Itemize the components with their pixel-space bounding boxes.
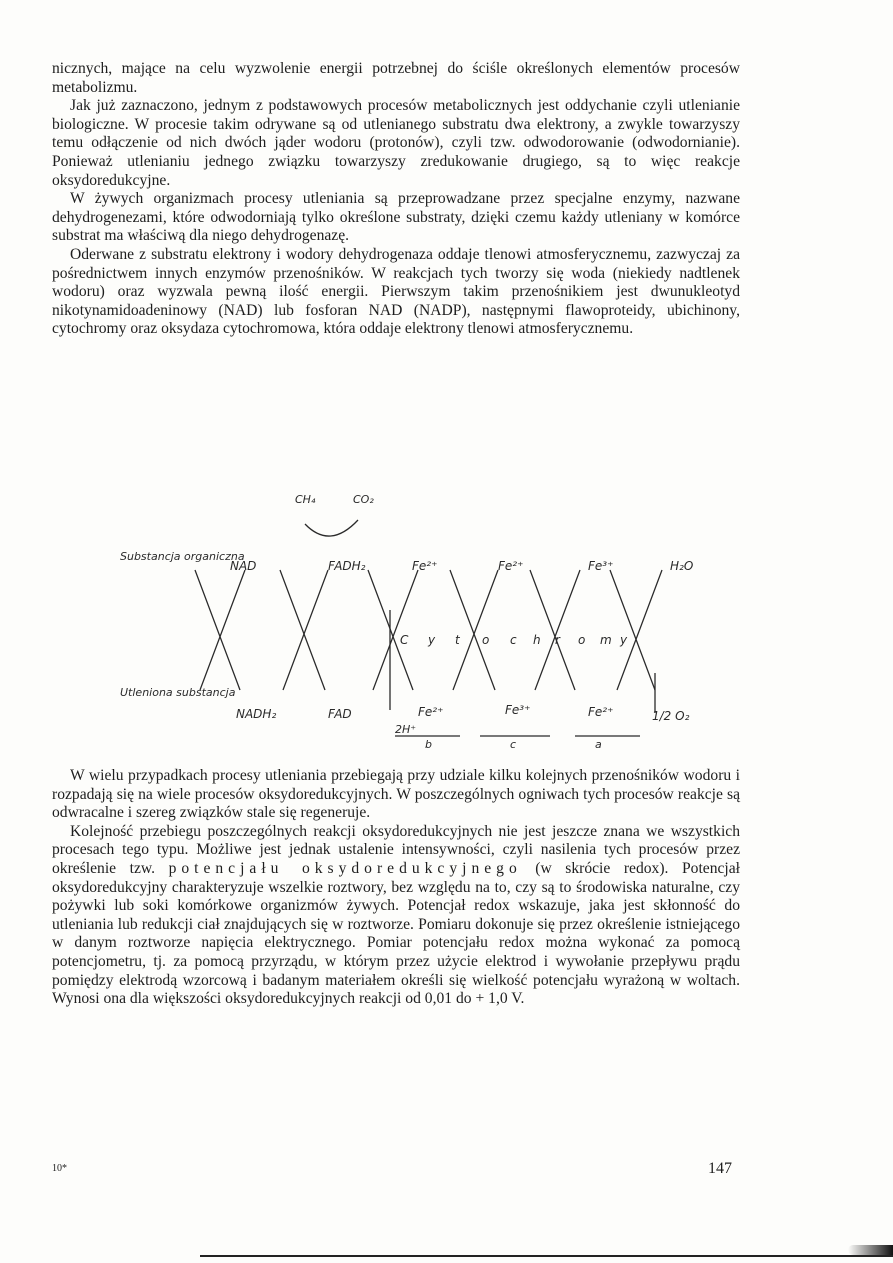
bottom-labels: [120, 686, 690, 751]
text-block-bottom: [52, 767, 740, 1009]
bottom-label: Fe³⁺: [505, 703, 531, 717]
top-label: NAD: [230, 559, 257, 573]
paragraph: [52, 823, 740, 1009]
text-block-top: [52, 60, 740, 339]
bottom-label: Fe²⁺: [418, 705, 444, 719]
page-number: 147: [708, 1160, 732, 1177]
bottom-label-substance: Utleniona substancja: [120, 686, 236, 699]
letter: t: [455, 633, 460, 647]
paragraph: W żywych organizmach procesy utleniania są przeprowadzane przez specjalne enzymy, nazwane dehydrogenezami, które odwodorniają tylko określone substraty, dzięki czemu każdy utleniany w komórce substrat ma właściwą dla niego dehydrogenazę.: [52, 190, 740, 245]
paragraph-text: (w skrócie redox). Potencjał oksydoredukcyjny charakteryzuje wszelkie roztwory, bez względu na to, czy są to środowiska naturalne, czy pożywki lub soki komórkowe organizmów żywych. Potencjał redox wskazuje, jaka jest skłonność do utleniania lub redukcji ciał znajdujących się w roztworze. Pomiaru dokonuje się przez określenie istniejącego w danym roztworze napięcia elektrycznego. Pomiar potencjału redox można wykonać za pomocą potencjometru, tj. za pomocą przyrządu, w którym przez użycie elektrod i wywołanie przepływu prądu pomiędzy elektrodą wzorcową i badanym materiałem określi się wielkość potencjału wyrażoną w woltach. Wynosi ona dla większości oksydoredukcyjnych reakcji od 0,01 do + 1,0 V.: [52, 859, 741, 1008]
bottom-label: FAD: [328, 707, 352, 721]
proton-label: 2H⁺: [395, 723, 417, 736]
paragraph-text: Kolejność przebiegu poszczególnych reakcji oksydoredukcyjnych nie jest jeszcze znana we wszystkich procesach tego typu. Możliwe jest jednak ustalenie intensywności, czyli nasilenia tych procesów przez określenie tzw.: [52, 822, 740, 877]
letter: C: [400, 633, 409, 647]
bottom-label: NADH₂: [236, 707, 277, 721]
letter: o: [578, 633, 586, 647]
scan-edge-shadow: [848, 1245, 893, 1255]
letter: r: [555, 633, 560, 647]
top-label: Fe²⁺: [498, 559, 524, 573]
bottom-label: 1/2 O₂: [652, 709, 690, 723]
letter: o: [482, 633, 490, 647]
cytochrome-a-label: a: [595, 738, 602, 751]
top-label-substance: Substancja organiczna: [120, 550, 245, 563]
respiratory-chain-diagram: [100, 478, 740, 768]
letter: c: [510, 633, 517, 647]
letter: y: [428, 633, 436, 647]
bottom-label: Fe²⁺: [588, 705, 614, 719]
paragraph: Oderwane z substratu elektrony i wodory dehydrogenaza oddaje tlenowi atmosferycznemu, zazwyczaj za pośrednictwem innych enzymów przenośników. W reakcjach tych tworzy się woda (niekiedy nadtlenek wodoru) oraz wyzwala pewną ilość energii. Pierwszym takim przenośnikiem jest dwunukleotyd nikotynamidoadeninowy (NAD) lub fosforan NAD (NADP), następnymi flawoproteidy, ubichinony, cytochromy oraz oksydaza cytochromowa, która oddaje elektrony tlenowi atmosferycznemu.: [52, 245, 740, 338]
top-label: H₂O: [670, 559, 694, 573]
paragraph: Jak już zaznaczono, jednym z podstawowych procesów metabolicznych jest oddychanie czyli utlenianie biologiczne. W procesie takim odrywane są od utlenianego substratu dwa elektrony, a zwykle towarzyszy temu odłączenie od nich dwóch jąder wodoru (protonów), czyli tzw. odwodorowanie (odwodornianie). Ponieważ utlenianiu jednego związku towarzyszy zredukowanie drugiego, są to więc reakcje oksydoredukcyjne.: [52, 97, 740, 189]
byproduct-curve: [305, 520, 358, 536]
signature-mark: 10*: [52, 1163, 67, 1174]
letter: m: [600, 633, 612, 647]
spaced-term: potencjału oksydoredukcyjnego: [168, 859, 522, 877]
cytochrome-c-label: c: [510, 738, 517, 751]
top-label: FADH₂: [328, 559, 366, 573]
paragraph: nicznych, mające na celu wyzwolenie energii potrzebnej do ściśle określonych elementów procesów metabolizmu.: [52, 60, 740, 96]
letter: h: [533, 633, 541, 647]
top-label: Fe³⁺: [588, 559, 614, 573]
byproduct-label: CH₄: [295, 493, 316, 506]
cytochrome-letters: [400, 633, 628, 647]
top-labels: [120, 550, 693, 573]
scan-edge-line: [200, 1255, 893, 1257]
letter: y: [620, 633, 628, 647]
cytochrome-b-label: b: [425, 738, 432, 751]
byproduct-label: CO₂: [353, 493, 374, 506]
paragraph: W wielu przypadkach procesy utleniania przebiegają przy udziale kilku kolejnych przenośników wodoru i rozpadają się na wiele procesów oksydoredukcyjnych. W poszczególnych ogniwach tych procesów reakcje są odwracalne i szereg związków stale się regeneruje.: [52, 767, 740, 822]
top-label: Fe²⁺: [412, 559, 438, 573]
